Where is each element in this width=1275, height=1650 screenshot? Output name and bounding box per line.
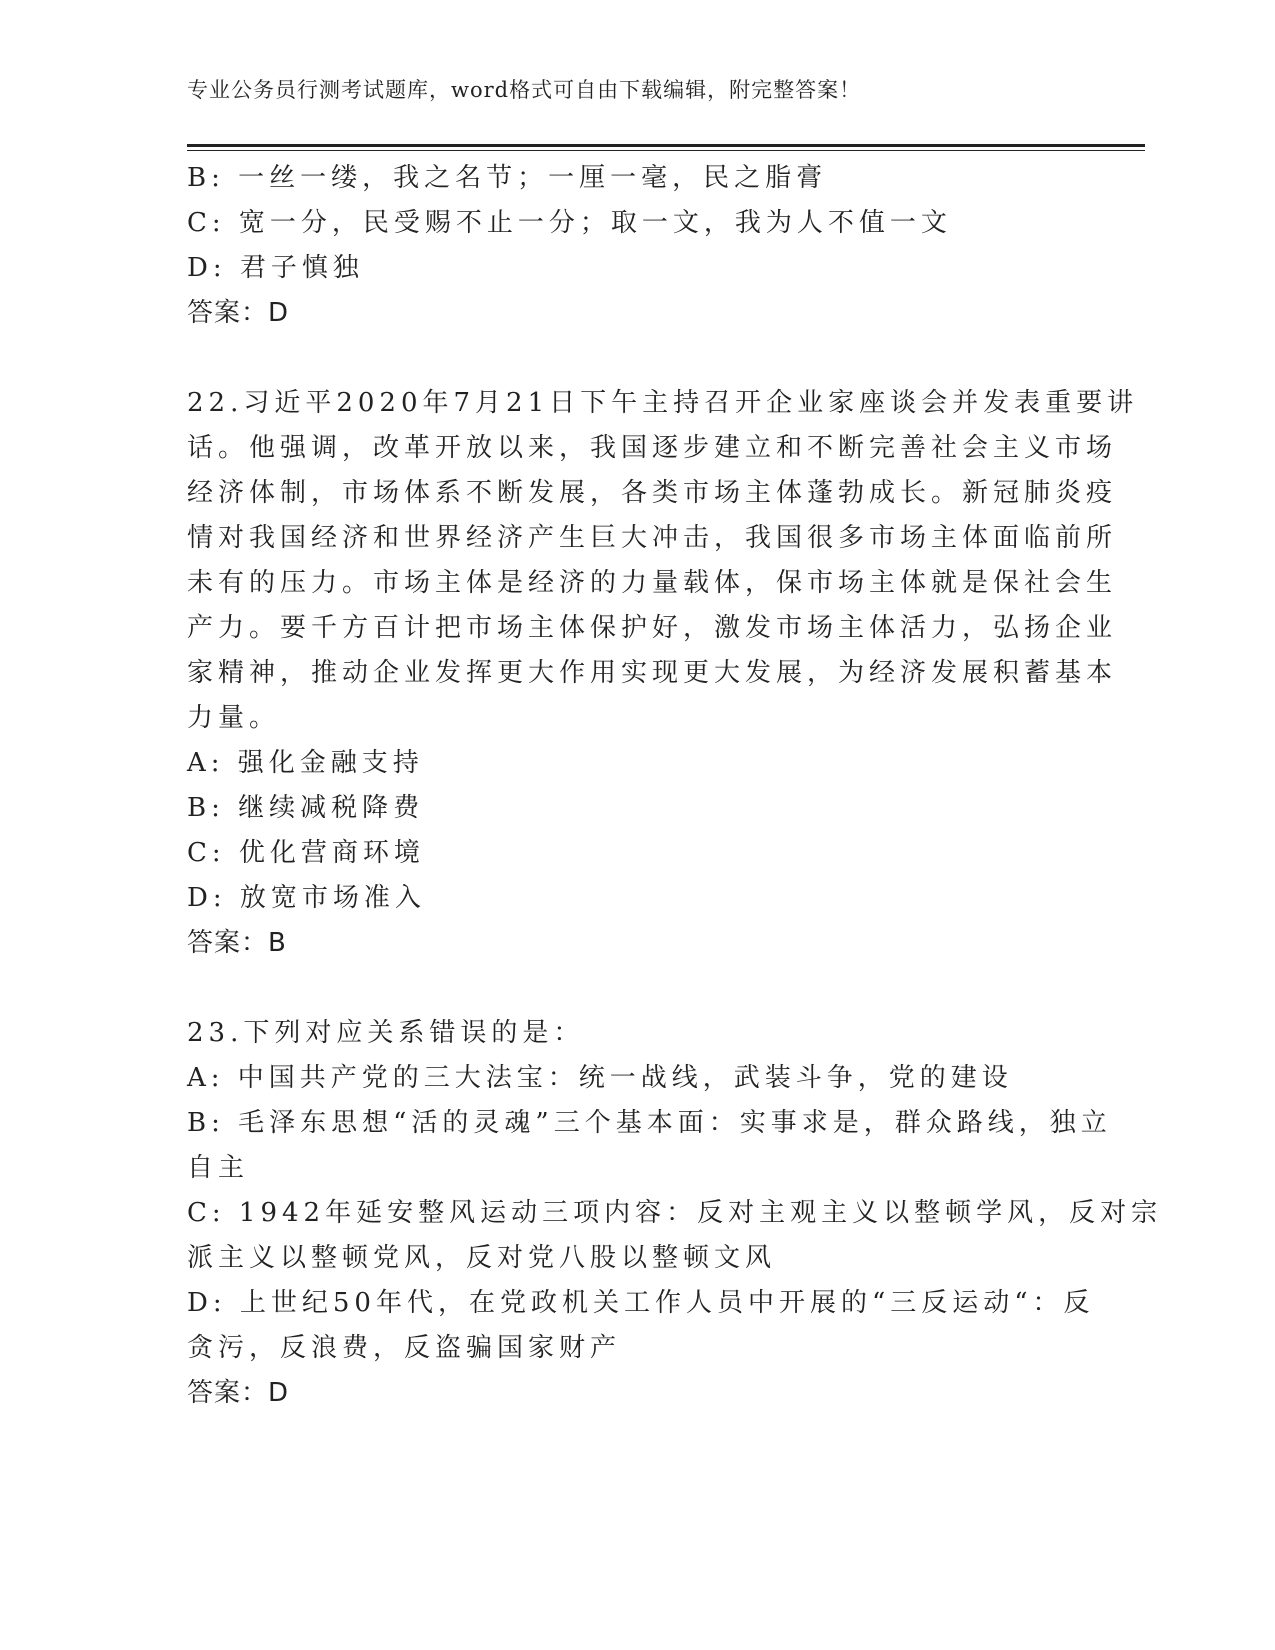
question-stem-line: 未有的压力。市场主体是经济的力量载体，保市场主体就是保社会生 bbox=[187, 568, 1118, 598]
question-stem: 23.下列对应关系错误的是： bbox=[187, 1018, 585, 1048]
option-d: D: 放宽市场准入 bbox=[187, 883, 426, 913]
question-stem-line: 话。他强调，改革开放以来，我国逐步建立和不断完善社会主义市场 bbox=[187, 433, 1118, 463]
question-stem-line: 产力。要千方百计把市场主体保护好，激发市场主体活力，弘扬企业 bbox=[187, 613, 1118, 643]
question-stem-line: 力量。 bbox=[187, 703, 281, 733]
question-stem-line: 22.习近平2020年7月21日下午主持召开企业家座谈会并发表重要讲 bbox=[187, 388, 1139, 418]
option-b-continued: 自主 bbox=[187, 1153, 250, 1183]
page-header: 专业公务员行测考试题库，word格式可自由下载编辑，附完整答案！ bbox=[187, 78, 862, 102]
header-rule-thin bbox=[187, 150, 1145, 151]
option-b: B: 一丝一缕，我之名节；一厘一毫，民之脂膏 bbox=[187, 163, 828, 193]
option-d: D: 上世纪50年代，在党政机关工作人员中开展的“三反运动“：反 bbox=[187, 1288, 1095, 1318]
question-stem-line: 经济体制，市场体系不断发展，各类市场主体蓬勃成长。新冠肺炎疫 bbox=[187, 478, 1118, 508]
answer: 答案：D bbox=[187, 1378, 290, 1408]
answer: 答案：B bbox=[187, 928, 287, 958]
header-rule-thick bbox=[187, 144, 1145, 147]
option-c: C: 宽一分，民受赐不止一分；取一文，我为人不值一文 bbox=[187, 208, 952, 238]
spacer bbox=[187, 966, 1087, 1011]
question-23 bbox=[187, 1011, 1163, 1416]
option-b: B: 继续减税降费 bbox=[187, 793, 425, 823]
option-d-continued: 贪污，反浪费，反盗骗国家财产 bbox=[187, 1333, 622, 1363]
question-21-tail bbox=[187, 156, 1087, 336]
question-stem-line: 家精神，推动企业发挥更大作用实现更大发展，为经济发展积蓄基本 bbox=[187, 658, 1118, 688]
option-c-continued: 派主义以整顿党风，反对党八股以整顿文风 bbox=[187, 1243, 777, 1273]
option-a: A: 中国共产党的三大法宝：统一战线，武装斗争，党的建设 bbox=[187, 1063, 1013, 1093]
question-content bbox=[187, 156, 1163, 1416]
option-a: A: 强化金融支持 bbox=[187, 748, 424, 778]
option-d: D: 君子慎独 bbox=[187, 253, 364, 283]
question-stem-line: 情对我国经济和世界经济产生巨大冲击，我国很多市场主体面临前所 bbox=[187, 523, 1118, 553]
option-c: C: 1942年延安整风运动三项内容：反对主观主义以整顿学风，反对宗 bbox=[187, 1198, 1163, 1228]
option-b: B: 毛泽东思想“活的灵魂”三个基本面：实事求是，群众路线，独立 bbox=[187, 1108, 1112, 1138]
answer: 答案：D bbox=[187, 298, 290, 328]
question-22 bbox=[187, 381, 1139, 966]
spacer bbox=[187, 336, 1087, 381]
option-c: C: 优化营商环境 bbox=[187, 838, 425, 868]
